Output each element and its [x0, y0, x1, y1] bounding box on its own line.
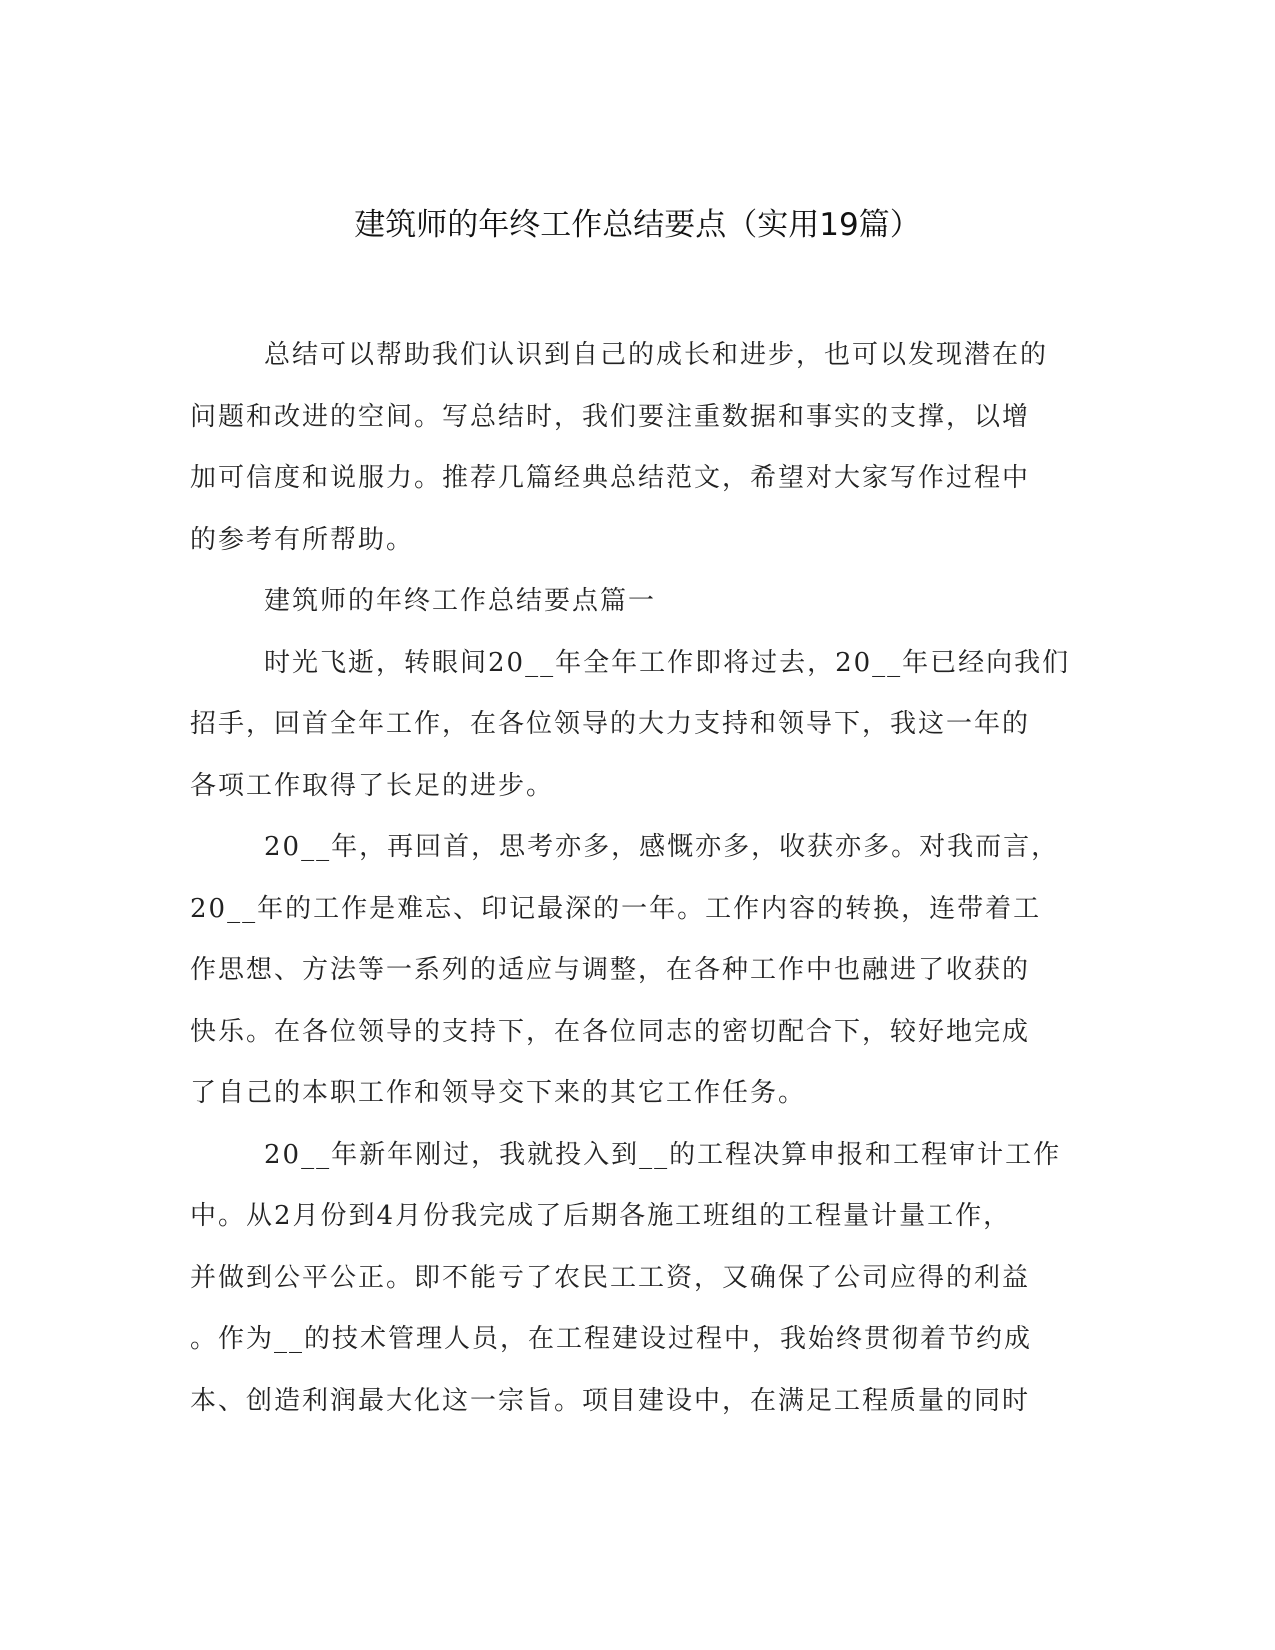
intro-paragraph	[190, 325, 1080, 571]
document-title: 建筑师的年终工作总结要点（实用19篇）	[354, 207, 921, 243]
text-line: 快乐。在各位领导的支持下，在各位同志的密切配合下，较好地完成	[190, 1016, 1031, 1047]
text-line: 20__年，再回首，思考亦多，感慨亦多，收获亦多。对我而言，	[264, 832, 1060, 862]
text-line: 的参考有所帮助。	[190, 524, 415, 555]
text-line: 作思想、方法等一系列的适应与调整，在各种工作中也融进了收获的	[190, 955, 1031, 985]
text-line: 。作为__的技术管理人员，在工程建设过程中，我始终贯彻着节约成	[190, 1324, 1033, 1354]
text-line: 时光飞逝，转眼间20__年全年工作即将过去，20__年已经向我们	[264, 647, 1071, 678]
text-line: 加可信度和说服力。推荐几篇经典总结范文，希望对大家写作过程中	[190, 463, 1031, 493]
body-paragraph	[190, 1125, 1080, 1433]
text-line: 总结可以帮助我们认识到自己的成长和进步，也可以发现潜在的	[264, 340, 1049, 370]
text-line: 20__年的工作是难忘、印记最深的一年。工作内容的转换，连带着工	[190, 893, 1042, 924]
section-heading-text: 建筑师的年终工作总结要点篇一	[264, 586, 657, 616]
text-line: 各项工作取得了长足的进步。	[190, 770, 555, 801]
body-paragraph	[190, 817, 1080, 1125]
text-line: 招手，回首全年工作，在各位领导的大力支持和领导下，我这一年的	[190, 709, 1031, 739]
section-heading	[190, 571, 1080, 633]
text-line: 问题和改进的空间。写总结时，我们要注重数据和事实的支撑，以增	[190, 401, 1031, 432]
document-body	[190, 325, 1080, 1432]
text-line: 20__年新年刚过，我就投入到__的工程决算申报和工程审计工作	[264, 1139, 1062, 1170]
text-line: 并做到公平公正。即不能亏了农民工工资，又确保了公司应得的利益	[190, 1262, 1031, 1293]
text-line: 中。从2月份到4月份我完成了后期各施工班组的工程量计量工作，	[190, 1201, 1012, 1231]
body-paragraph	[190, 633, 1080, 818]
text-line: 本、创造利润最大化这一宗旨。项目建设中，在满足工程质量的同时	[190, 1385, 1031, 1416]
text-line: 了自己的本职工作和领导交下来的其它工作任务。	[190, 1078, 807, 1108]
